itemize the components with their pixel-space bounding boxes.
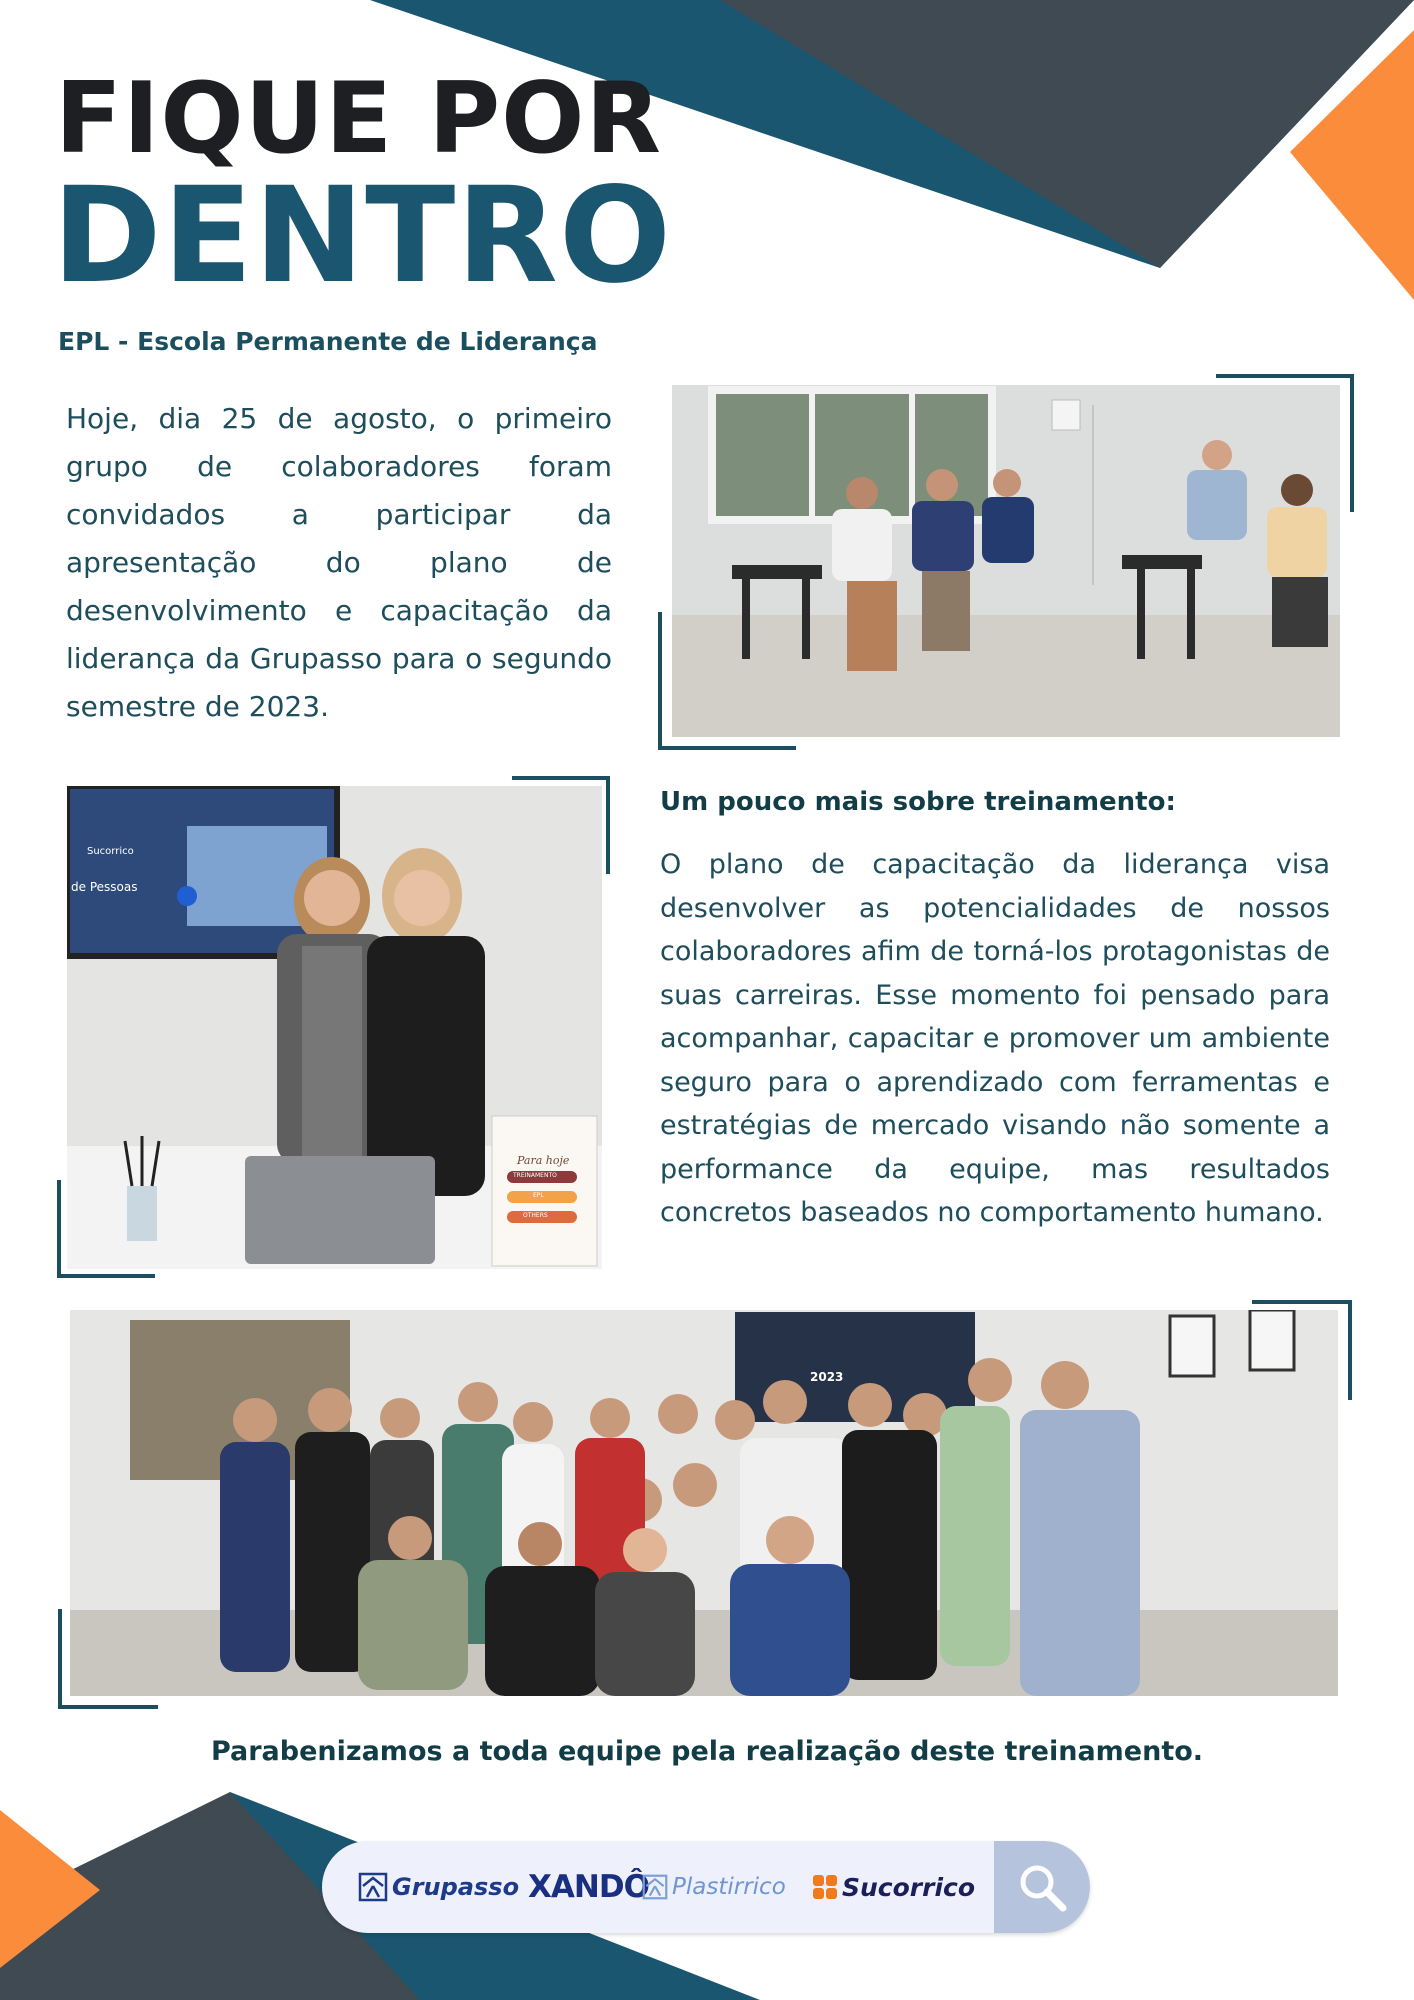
title-line-1: FIQUE POR bbox=[55, 62, 662, 176]
title-line-2: DENTRO bbox=[52, 159, 673, 313]
sucorrico-name: Sucorrico bbox=[842, 1872, 976, 1902]
presentation-screen-text: de Pessoas bbox=[71, 880, 138, 894]
intro-paragraph: Hoje, dia 25 de agosto, o primeiro grupo de colaboradores foram convidados a participar da apresentação do plano de desenvolvimento e capacitação da liderança da Grupasso para o segundo semestre de 2023. bbox=[66, 402, 612, 723]
search-icon bbox=[1015, 1860, 1069, 1914]
sucorrico-logo bbox=[812, 1841, 975, 1933]
grupasso-name: Grupasso bbox=[392, 1873, 520, 1901]
classroom-photo bbox=[672, 385, 1340, 737]
training-paragraph: O plano de capacitação da liderança visa desenvolver as potencialidades de nossos colaboradores afim de torná-los protagonistas de suas carreiras. Esse momento foi pensado para acompanhar, capacitar e promover um ambiente seguro para o aprendizado com ferramentas e estratégias de mercado visando não somente a performance da equipe, mas resultados concretos baseados no comportamento humano. bbox=[660, 849, 1330, 1228]
group-screen-text: 2023 bbox=[810, 1370, 844, 1384]
page-subtitle: EPL - Escola Permanente de Liderança bbox=[58, 327, 598, 356]
logo-search-bar[interactable] bbox=[322, 1841, 1090, 1933]
sucorrico-squares-icon bbox=[812, 1874, 838, 1900]
training-heading: Um pouco mais sobre treinamento: bbox=[660, 787, 1176, 817]
plastirrico-name: Plastirrico bbox=[672, 1874, 786, 1900]
presenters-photo bbox=[67, 786, 602, 1269]
flipchart-item: OTHERS bbox=[523, 1212, 548, 1219]
flipchart-title: Para hoje bbox=[517, 1154, 570, 1167]
plastirrico-logo bbox=[642, 1841, 786, 1933]
group-photo bbox=[70, 1310, 1338, 1696]
xando-logo bbox=[528, 1841, 649, 1933]
presentation-brand-text: Sucorrico bbox=[87, 846, 134, 857]
search-button[interactable] bbox=[994, 1841, 1090, 1933]
plastirrico-house-icon bbox=[642, 1874, 668, 1900]
grupasso-logo bbox=[358, 1841, 519, 1933]
flipchart-item: TREINAMENTO bbox=[513, 1172, 557, 1179]
xando-name: XANDÔ bbox=[528, 1869, 649, 1905]
flipchart-item: EPL bbox=[533, 1192, 544, 1199]
grupasso-house-icon bbox=[358, 1872, 388, 1902]
closing-message: Parabenizamos a toda equipe pela realização deste treinamento. bbox=[210, 1736, 1204, 1767]
